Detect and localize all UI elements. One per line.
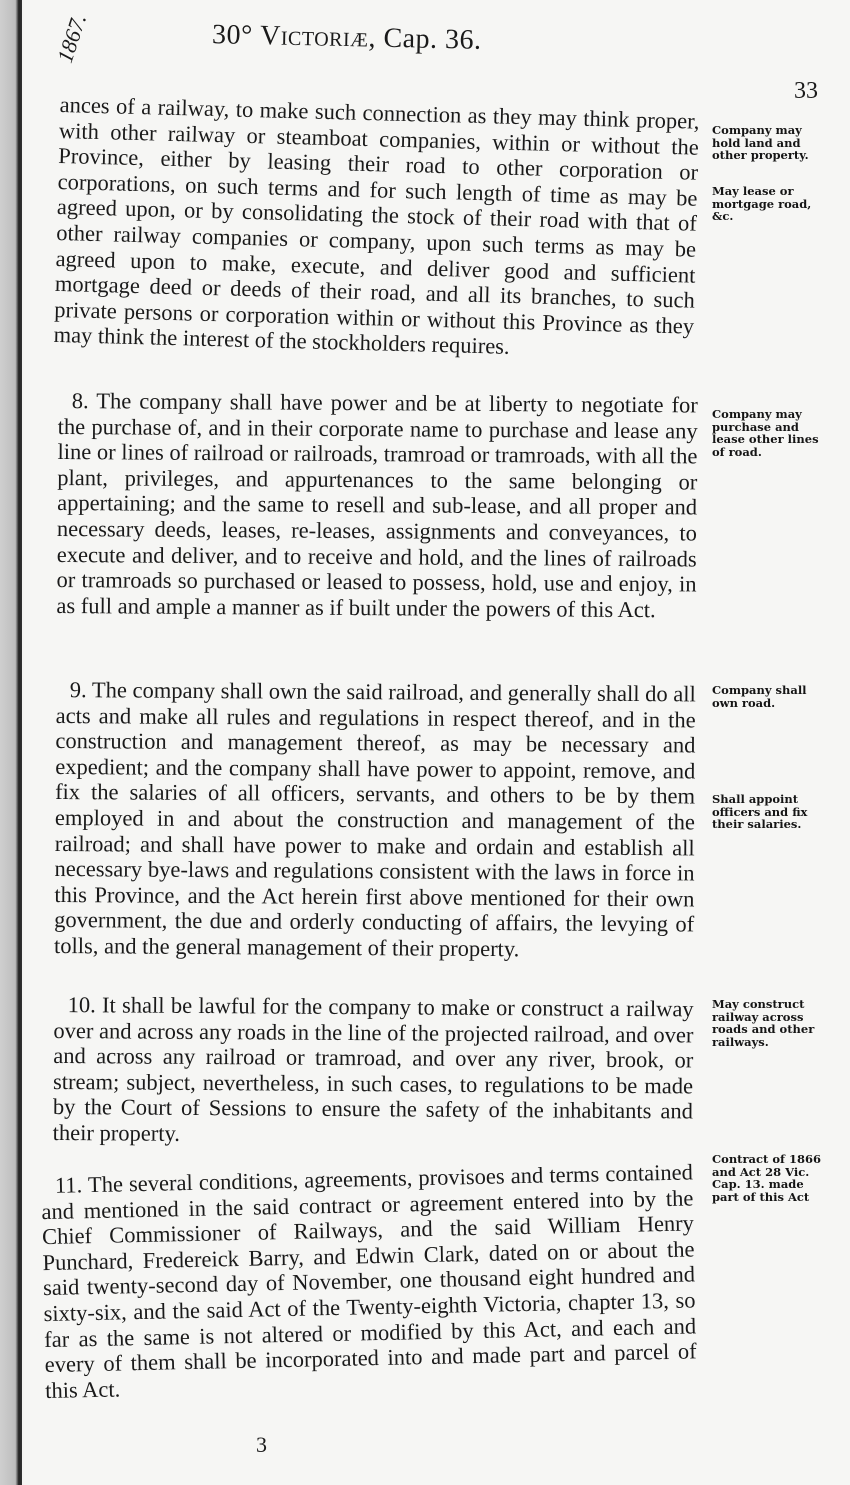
year-label: 1867. (52, 10, 92, 66)
margin-note-construct-railway: May construct railway across roads and other railways. (712, 997, 815, 1049)
margin-note-contract-1866: Contract of 1866 and Act 28 Vic. Cap. 13. made part of this Act (712, 1152, 821, 1204)
section-8: 8. The company shall have power and be at liberty to negotiate for the purchase of, and in their corporate name to purchase and lease any line or lines of railroad or railroads, tramroad or tramroads, with all the plant, privileges, and appurtenances to the same belonging or appertaining; and the same to resell and sub-lease, and all proper and necessary deeds, leases, re-leases, assignments and conveyances, to execute and deliver, and to receive and hold, and the lines of railroads or tramroads so purchased or leased to possess, hold, use and enjoy, in as full and ample a manner as if built under the powers of this Act. (56, 388, 698, 622)
document-page (24, 0, 850, 1485)
margin-note-hold-property: Company may hold land and other property. (712, 123, 809, 162)
section-10: 10. It shall be lawful for the company to make or construct a railway over and across any roads in the line of the projected railroad, and over and across any railroad or tramroad, and over any river, brook, or stream; subject, nevertheless, in such cases, to regulations to be made by the Court of Sessions to ensure the safety of the inhabitants and their property. (52, 992, 694, 1146)
running-head-chapter: Cap. 36. (383, 22, 482, 56)
body-text (41, 92, 700, 1403)
section-11: 11. The several conditions, agreements, provisoes and terms contained and mentioned in the said contract or agreement entered into by the Chief Commissioner of Railways, and the said William Henry Punchard, Fredereick Barry, and Edwin Clark, dated on or about the said twenty-second day of November, one thousand eight hundred and sixty-six, and the said Act of the Twenty-eighth Victoria, chapter 13, so far as the same is not altered or modified by this Act, and each and every of them shall be incorporated into and made part and parcel of this Act. (41, 1159, 697, 1403)
margin-note-lease-mortgage: May lease or mortgage road, &c. (712, 184, 812, 223)
running-head-regnal-year: 30° (211, 19, 254, 52)
section-9: 9. The company shall own the said railroad, and generally shall do all acts and make all rules and regulations in respect thereof, and in the construction and management thereof, as may be necessary and expedient; and the company shall have power to appoint, remove, and fix the salaries of all officers, servants, and others to be by them employed in and about the construction and management of the railroad; and shall have power to make and ordain and establish all necessary bye-laws and regulations consistent with the laws in force in this Province, and the Act herein first above mentioned for their own government, the due and orderly conducting of affairs, the levying of tolls, and the general management of their property. (53, 677, 696, 962)
section-7-continuation: ances of a railway, to make such connection as they may think proper, with other railway or steamboat companies, within or without the Province, either by leasing their road to other corporation or corporations, on such terms and for such length of time as may be agreed upon, or by consolidating the stock of their road with that of other railway companies or company, upon such terms as may be agreed upon to make, execute, and deliver good and sufficient mortgage deed or deeds of their road, and all its branches, to such private persons or corporation within or without this Province as they may think the interest of the stockholders requires. (53, 92, 700, 360)
margin-note-purchase-lease: Company may purchase and lease other lines of road. (712, 407, 819, 459)
signature-mark: 3 (256, 1432, 267, 1457)
book-gutter (0, 0, 22, 1485)
margin-note-own-road: Company shall own road. (712, 683, 807, 710)
running-head-title: Victoriæ, (259, 20, 377, 54)
page-number: 33 (794, 78, 818, 104)
running-head (212, 19, 482, 57)
margin-note-appoint-officers: Shall appoint officers and fix their salaries. (712, 792, 808, 831)
